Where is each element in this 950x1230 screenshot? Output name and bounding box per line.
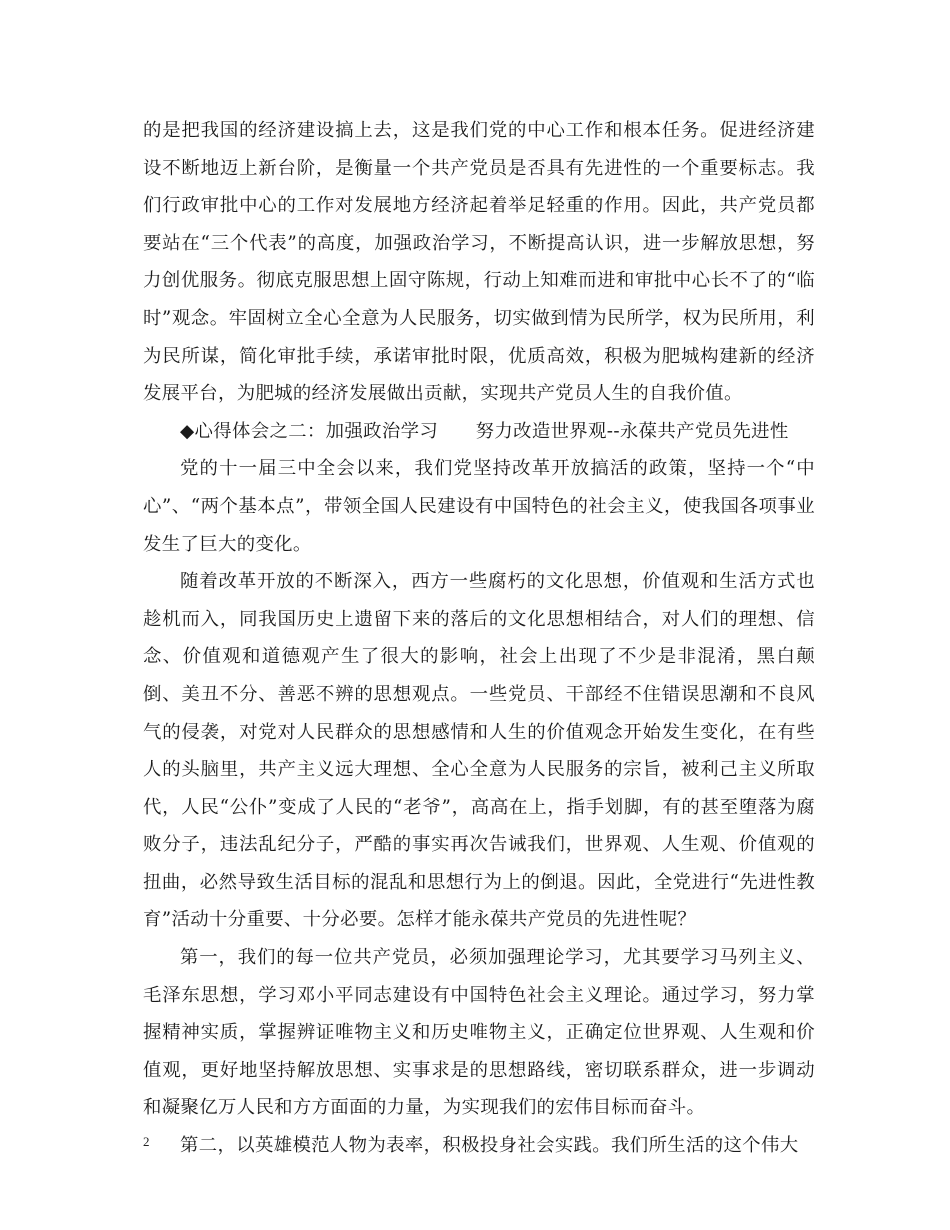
paragraph-5: 第二，以英雄模范人物为表率，积极投身社会实践。我们所生活的这个伟大 [180,1135,799,1157]
section-heading: ◆心得体会之二：加强政治学习 努力改造世界观--永葆共产党员先进性 [180,420,789,442]
page-number: 2 [143,1134,150,1149]
paragraph-1: 的是把我国的经济建设搞上去，这是我们党的中心工作和根本任务。促进经济建设不断地迈上新台阶，是衡量一个共产党员是否具有先进性的一个重要标志。我们行政审批中心的工作对发展地方经济起着举足轻重的作用。因此，共产党员都要站在“三个代表”的高度，加强政治学习，不断提高认识，进一步解放思想，努力创优服务。彻底克服思想上固守陈规，行动上知难而进和审批中心长不了的“临时”观念。牢固树立全心全意为人民服务，切实做到情为民所学，权为民所用，利为民所谋，简化审批手续，承诺审批时限，优质高效，积极为肥城构建新的经济发展平台，为肥城的经济发展做出贡献，实现共产党员人生的自我价值。 [143,120,815,405]
paragraph-4: 第一，我们的每一位共产党员，必须加强理论学习，尤其要学习马列主义、毛泽东思想，学习邓小平同志建设有中国特色社会主义理论。通过学习，努力掌握精神实质，掌握辨证唯物主义和历史唯物主义，正确定位世界观、人生观和价值观，更好地坚持解放思想、实事求是的思想路线，密切联系群众，进一步调动和凝聚亿万人民和方方面面的力量，为实现我们的宏伟目标而奋斗。 [143,947,815,1119]
paragraph-3: 随着改革开放的不断深入，西方一些腐朽的文化思想，价值观和生活方式也趁机而入，同我国历史上遗留下来的落后的文化思想相结合，对人们的理想、信念、价值观和道德观产生了很大的影响，社会上出现了不少是非混淆，黑白颠倒、美丑不分、善恶不辨的思想观点。一些党员、干部经不住错误思潮和不良风气的侵袭，对党对人民群众的思想感情和人生的价值观念开始发生变化，在有些人的头脑里，共产主义远大理想、全心全意为人民服务的宗旨，被利己主义所取代，人民“公仆”变成了人民的“老爷”，高高在上，指手划脚，有的甚至堕落为腐败分子，违法乱纪分子，严酷的事实再次告诫我们，世界观、人生观、价值观的扭曲，必然导致生活目标的混乱和思想行为上的倒退。因此，全党进行“先进性教育”活动十分重要、十分必要。怎样才能永葆共产党员的先进性呢？ [143,571,815,931]
paragraph-2: 党的十一届三中全会以来，我们党坚持改革开放搞活的政策，坚持一个“中心”、“两个基本点”，带领全国人民建设有中国特色的社会主义，使我国各项事业发生了巨大的变化。 [143,458,815,555]
page-body [143,112,815,1165]
